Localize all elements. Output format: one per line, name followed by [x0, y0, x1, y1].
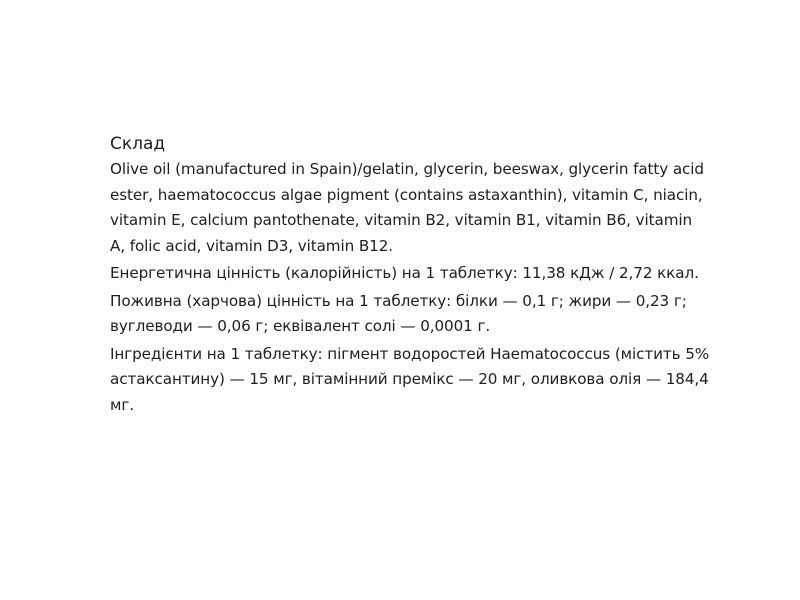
section-title: Склад: [110, 134, 166, 154]
per-tablet-ingredients-paragraph: Інгредієнти на 1 таблетку: пігмент водоростей Haematococcus (містить 5% астаксантину) — 15 мг, вітамінний премікс — 20 мг, оливкова олія — 184,4 мг.: [110, 344, 710, 414]
energy-value-paragraph: Енергетична цінність (калорійність) на 1 таблетку: 11,38 кДж / 2,72 ккал.: [110, 264, 699, 282]
ingredients-paragraph: Olive oil (manufactured in Spain)/gelatin, glycerin, beeswax, glycerin fatty acid ester, haematococcus algae pigment (contains astaxanthin), vitamin C, niacin, vitamin E, calcium pantothenate, vitamin B2, vitamin B1, vitamin B6, vitamin A, folic acid, vitamin D3, vitamin B12.: [110, 160, 704, 255]
nutrition-value-paragraph: Поживна (харчова) цінність на 1 таблетку: білки — 0,1 г; жири — 0,23 г; вуглеводи — 0,06 г; еквівалент солі — 0,0001 г.: [110, 291, 687, 335]
composition-section: [110, 131, 710, 420]
